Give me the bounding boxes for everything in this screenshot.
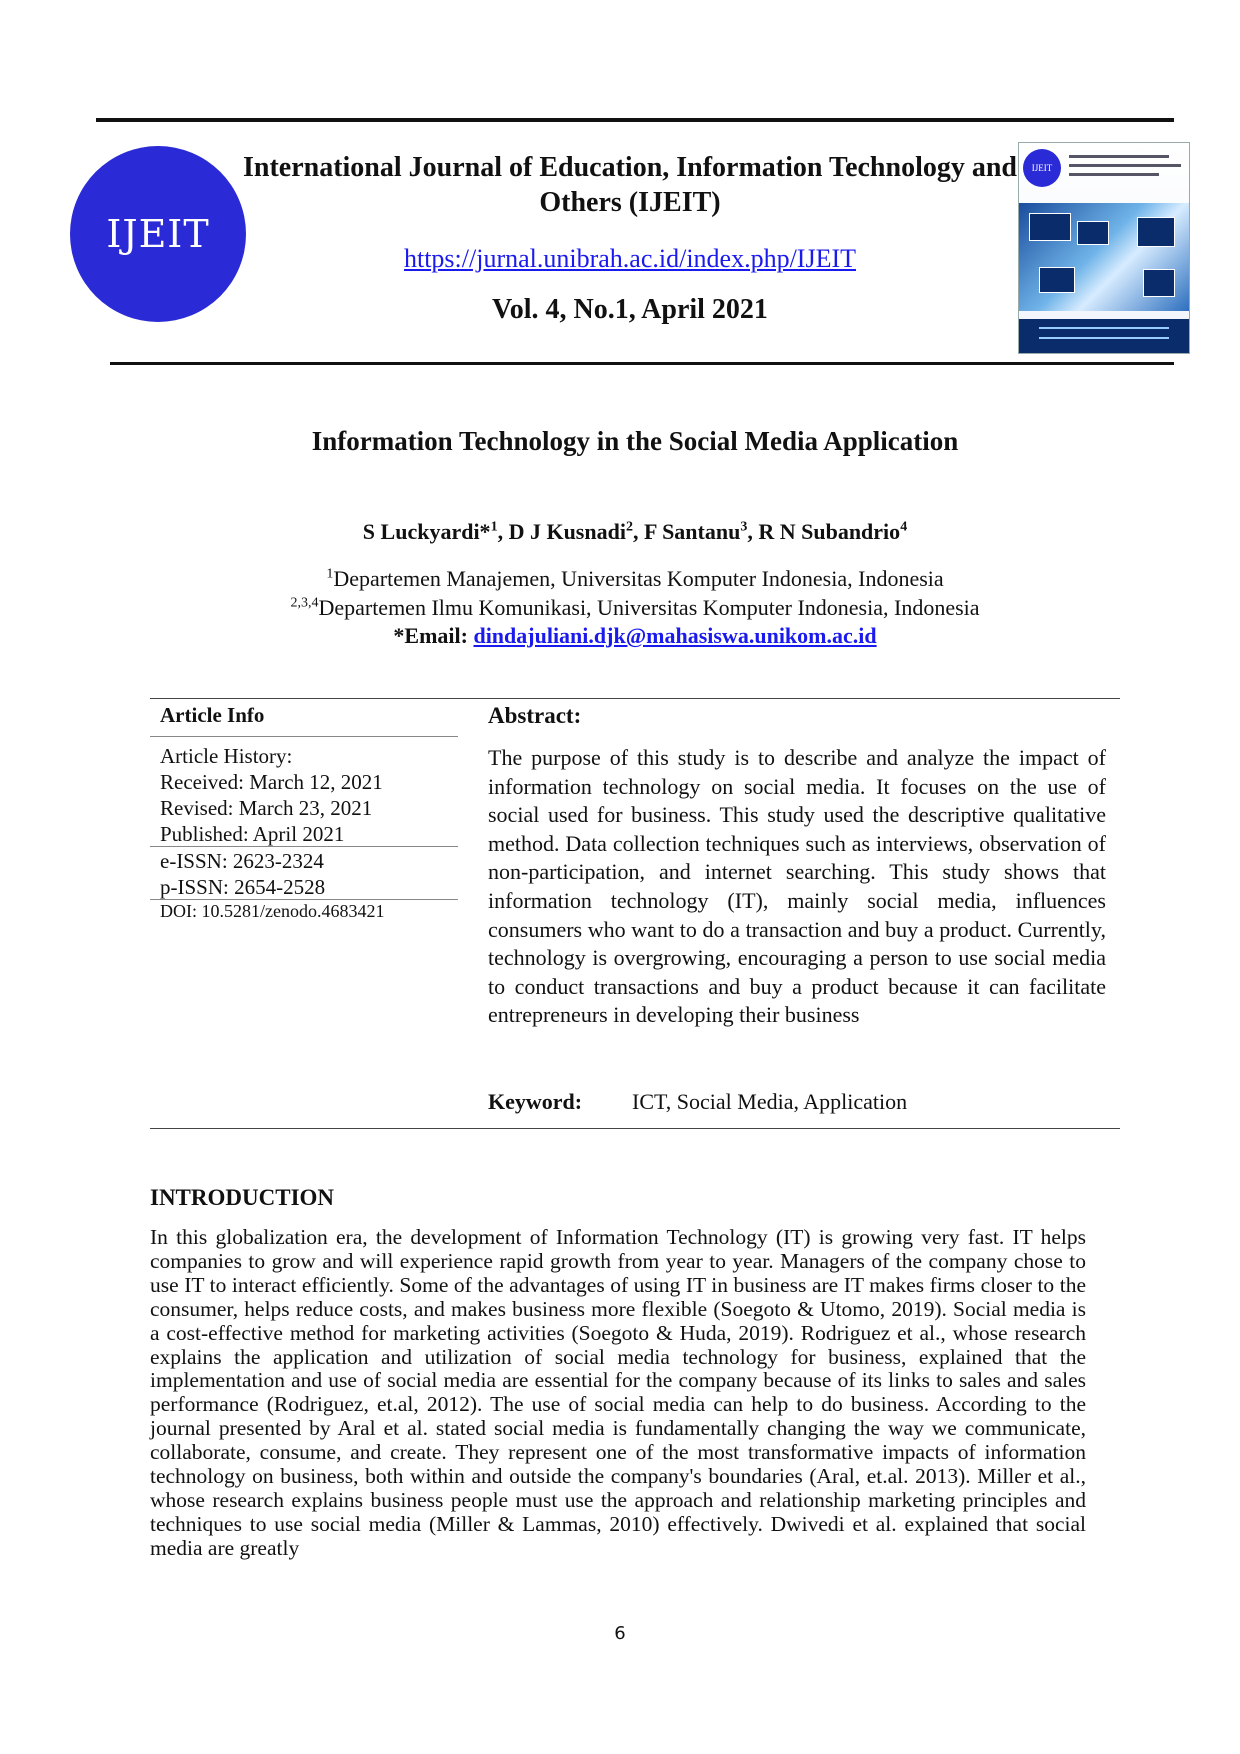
- paper-title: Information Technology in the Social Media Application: [311, 426, 959, 456]
- page-number: 6: [614, 1623, 626, 1644]
- introduction-text: In this globalization era, the development of Information Technology (IT) is growing very fast. IT helps companies to grow and will experience rapid growth from year to year. Managers of the company chose to use IT to interact efficiently. Some of the advantages of using IT in business are IT makes firms closer to the consumer, helps reduce costs, and makes business more flexible (Soegoto & Utomo, 2019). Social media is a cost-effective method for marketing activities (Soegoto & Huda, 2019). Rodriguez et al., whose research explains the application and utilization of social media technology for business, explained that the implementation and use of social media are essential for the company because of its links to sales and sales performance (Rodriguez, et.al, 2012). The use of social media can help to do business. According to the journal presented by Aral et al. stated social media is fundamentally changing the way we communicate, collaborate, consume, and create. They represent one of the most transformative impacts of information technology on business, both within and outside the company's boundaries (Aral, et.al. 2013). Miller et al., whose research explains business people must use the approach and relationship marketing principles and techniques to use social media (Miller & Lammas, 2010) effectively. Dwivedi et al. explained that social media are greatly: [150, 1225, 1086, 1560]
- doi: DOI: 10.5281/zenodo.4683421: [160, 901, 385, 921]
- info-divider: [150, 846, 458, 847]
- affiliation-text: Departemen Ilmu Komunikasi, Universitas Komputer Indonesia, Indonesia: [318, 595, 980, 620]
- info-divider: [150, 736, 458, 737]
- revised-date: Revised: March 23, 2021: [160, 796, 373, 820]
- journal-logo-text: IJEIT: [106, 212, 210, 256]
- journal-url-link[interactable]: https://jurnal.unibrah.ac.id/index.php/IJEIT: [403, 244, 857, 273]
- keyword-values: ICT, Social Media, Application: [632, 1089, 908, 1114]
- cover-artwork: [1019, 203, 1189, 311]
- author-name: D J Kusnadi: [508, 519, 626, 544]
- affiliation-sup: 2,3,4: [290, 595, 319, 611]
- author-name: R N Subandrio: [758, 519, 901, 544]
- cover-footer: [1019, 319, 1189, 353]
- journal-volume: Vol. 4, No.1, April 2021: [492, 294, 768, 325]
- author-sup: 3: [740, 519, 748, 535]
- issn-block: [160, 848, 325, 900]
- info-divider: [150, 899, 458, 900]
- cover-title-lines: [1069, 155, 1181, 182]
- keyword-label: Keyword:: [488, 1089, 583, 1114]
- eissn: e-ISSN: 2623-2324: [160, 849, 324, 873]
- article-history: [160, 743, 383, 847]
- journal-title: International Journal of Education, Information Technology and Others (IJEIT): [242, 152, 1018, 218]
- affiliation: [130, 566, 1140, 592]
- info-table-bottom-rule: [150, 1128, 1120, 1129]
- pissn: p-ISSN: 2654-2528: [160, 875, 326, 899]
- author-list: S Luckyardi*$^1$, D J Kusnadi$^2$, F Santanu$^3$, R N Subandrio$^4$: [362, 519, 908, 544]
- cover-logo: IJEIT: [1023, 149, 1061, 187]
- author-sup: 4: [900, 519, 908, 535]
- author-sup: 2: [625, 519, 633, 535]
- published-date: Published: April 2021: [160, 822, 345, 846]
- author-name: S Luckyardi*: [362, 519, 491, 544]
- journal-logo: [70, 146, 246, 322]
- header-top-rule: [96, 118, 1174, 122]
- author-name: F Santanu: [643, 519, 741, 544]
- info-table-top-rule: [150, 698, 1120, 699]
- journal-cover-image: [1018, 142, 1190, 354]
- article-info-heading: Article Info: [160, 703, 265, 727]
- abstract-text: The purpose of this study is to describe and analyze the impact of information technology on social media. It focuses on the use of social used for business. This study used the descriptive qualitative method. Data collection techniques such as interviews, observation of non-participation, and internet searching. This study shows that information technology (IT), mainly social media, influences consumers who want to do a transaction and buy a product. Currently, technology is overgrowing, encouraging a person to use social media to conduct transactions and buy a product because it can facilitate entrepreneurs in developing their business: [488, 745, 1106, 1028]
- received-date: Received: March 12, 2021: [160, 770, 383, 794]
- email-label: *Email:: [393, 623, 468, 648]
- email-link[interactable]: dindajuliani.djk@mahasiswa.unikom.ac.id: [473, 623, 877, 648]
- history-label: Article History:: [160, 744, 293, 768]
- author-sup: 1: [490, 519, 498, 535]
- affiliation: [130, 595, 1140, 621]
- email-line: [130, 623, 1140, 649]
- introduction-heading: INTRODUCTION: [150, 1185, 335, 1210]
- abstract-heading: Abstract:: [488, 703, 582, 728]
- header-bottom-rule: [110, 362, 1174, 365]
- affiliation-text: Departemen Manajemen, Universitas Komputer Indonesia, Indonesia: [333, 566, 944, 591]
- affiliation-sup: 1: [326, 566, 334, 582]
